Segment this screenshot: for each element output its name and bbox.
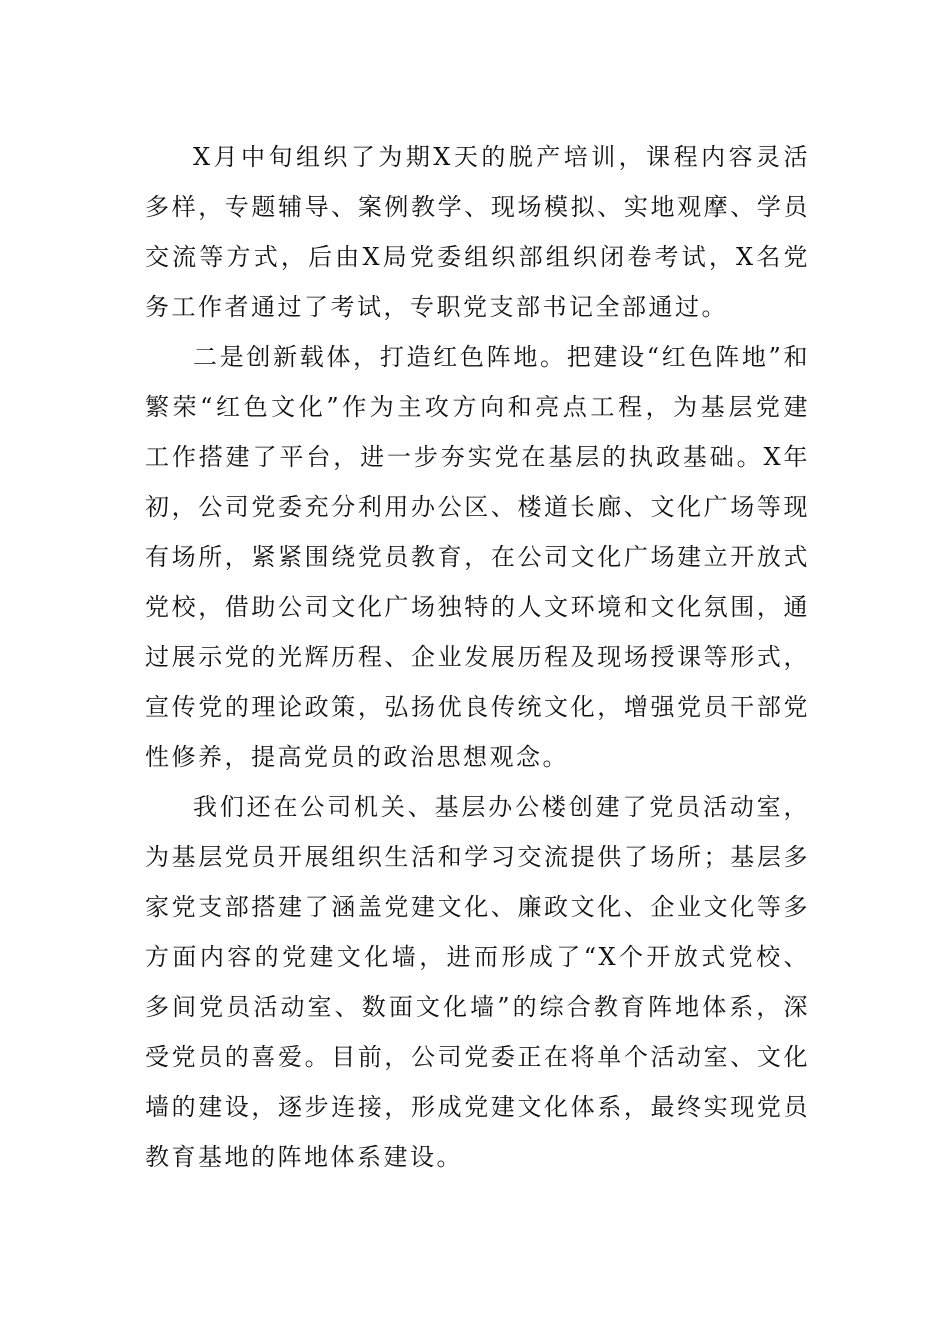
- document-body: [145, 132, 810, 1182]
- paragraph-training: X月中旬组织了为期X天的脱产培训，课程内容灵活多样，专题辅导、案例教学、现场模拟、实地观摩、学员交流等方式，后由X局党委组织部组织闭卷考试，X名党务工作者通过了考试，专职党支部书记全部通过。: [145, 143, 810, 321]
- paragraph-activity-rooms: 我们还在公司机关、基层办公楼创建了党员活动室，为基层党员开展组织生活和学习交流提供了场所；基层多家党支部搭建了涵盖党建文化、廉政文化、企业文化等多方面内容的党建文化墙，进而形成了“X个开放式党校、多间党员活动室、数面文化墙”的综合教育阵地体系，深受党员的喜爱。目前，公司党委正在将单个活动室、文化墙的建设，逐步连接，形成党建文化体系，最终实现党员教育基地的阵地体系建设。: [145, 793, 810, 1171]
- paragraph-red-position: 二是创新载体，打造红色阵地。把建设“红色阵地”和繁荣“红色文化”作为主攻方向和亮点工程，为基层党建工作搭建了平台，进一步夯实党在基层的执政基础。X年初，公司党委充分利用办公区、楼道长廊、文化广场等现有场所，紧紧围绕党员教育，在公司文化广场建立开放式党校，借助公司文化广场独特的人文环境和文化氛围，通过展示党的光辉历程、企业发展历程及现场授课等形式，宣传党的理论政策，弘扬优良传统文化，增强党员干部党性修养，提高党员的政治思想观念。: [145, 343, 810, 771]
